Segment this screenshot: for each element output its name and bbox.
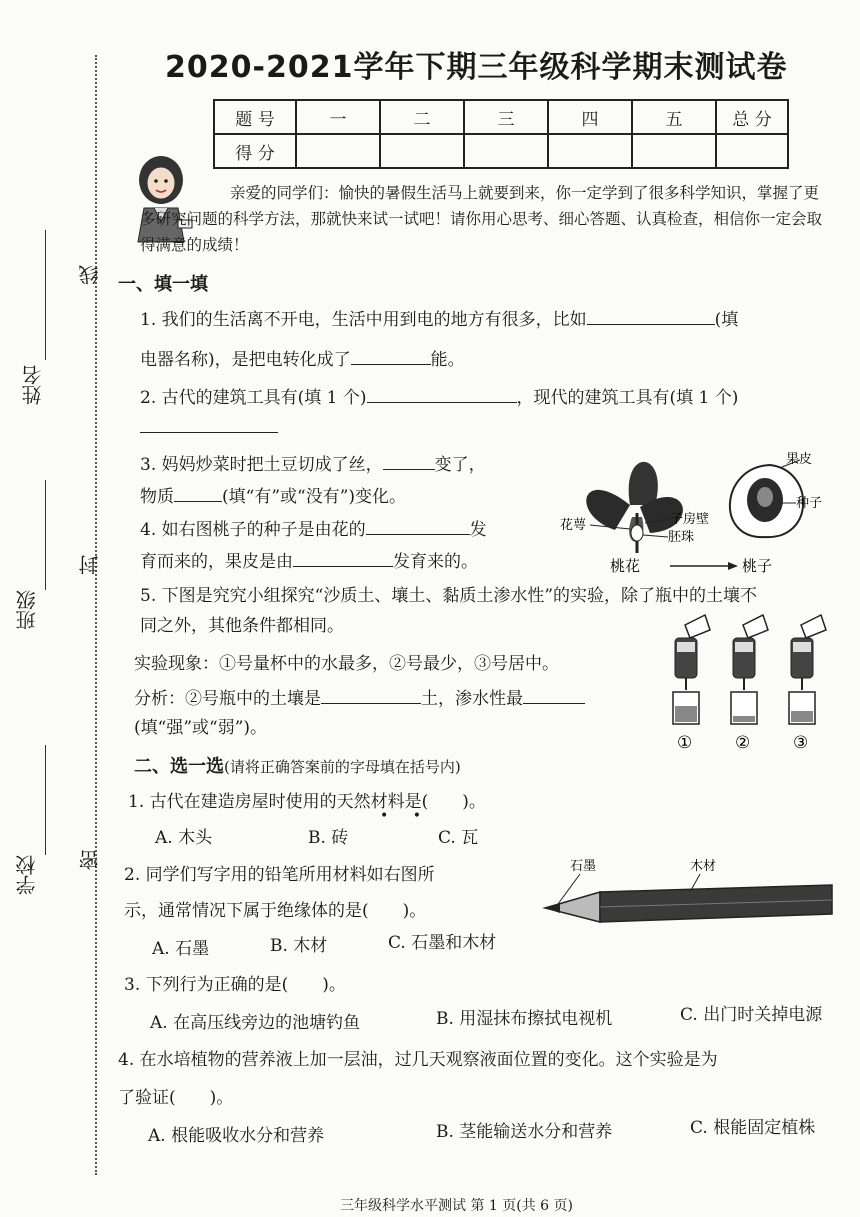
score-cell[interactable] xyxy=(632,134,716,168)
score-cell[interactable] xyxy=(548,134,632,168)
label-taohua: 桃花 xyxy=(610,557,641,575)
section2-heading: 二、选一选 xyxy=(134,756,224,777)
gutter-line-char: 线 xyxy=(78,265,102,285)
class-label: 班级 xyxy=(15,590,39,630)
q-text: 电器名称)，是把电转化成了 xyxy=(140,350,351,370)
label-peizhu: 胚珠 xyxy=(668,530,695,545)
s2-q3-opt-a[interactable]: A. 在高压线旁边的池塘钓鱼 xyxy=(150,1013,361,1033)
bottle-icon xyxy=(731,615,768,724)
answer-blank[interactable] xyxy=(293,548,393,567)
s2-q2-line2: 示，通常情况下属于绝缘体的是( )。 xyxy=(124,901,427,921)
s2-q3-opt-c[interactable]: C. 出门时关掉电源 xyxy=(680,1005,823,1025)
q-text: 能。 xyxy=(430,350,465,370)
label-taozi: 桃子 xyxy=(742,557,773,575)
q-text: 4. 如右图桃子的种子是由花的 xyxy=(140,520,366,540)
label-wood: 木材 xyxy=(690,859,717,874)
name-underline xyxy=(45,230,46,360)
school-underline xyxy=(45,745,46,855)
s2-q3: 3. 下列行为正确的是( )。 xyxy=(124,975,346,995)
score-cell[interactable] xyxy=(296,134,380,168)
score-cell[interactable] xyxy=(380,134,464,168)
label-guopi: 果皮 xyxy=(786,452,813,467)
bottle-label-1: ① xyxy=(677,733,693,753)
q-text: 物质 xyxy=(140,487,174,507)
q-text: 变了， xyxy=(434,455,486,475)
answer-blank[interactable] xyxy=(174,483,222,502)
answer-blank[interactable] xyxy=(366,516,470,535)
q-text: (填 xyxy=(714,310,739,330)
label-zifangbi: 子房壁 xyxy=(670,512,710,527)
score-cell[interactable] xyxy=(716,134,788,168)
s1-q4-line1 xyxy=(140,516,487,542)
q-text: 1. 我们的生活离不开电，生活中用到电的地方有很多，比如 xyxy=(140,310,587,330)
s2-q4-opt-a[interactable]: A. 根能吸收水分和营养 xyxy=(148,1126,325,1146)
score-cell[interactable] xyxy=(464,134,548,168)
s1-q5-line3: 实验现象：①号量杯中的水最多，②号最少，③号居中。 xyxy=(134,654,559,674)
s2-q4-line2: 了验证( )。 xyxy=(118,1088,234,1108)
q-text: 发 xyxy=(469,520,487,540)
s2-q4-opt-b[interactable]: B. 茎能输送水分和营养 xyxy=(436,1122,613,1142)
s1-q5-line4 xyxy=(134,685,585,711)
peach-fruit-icon xyxy=(730,465,803,537)
answer-blank[interactable] xyxy=(587,306,715,325)
s1-q2-line1 xyxy=(140,384,738,410)
bottle-label-3: ③ xyxy=(793,733,809,753)
s1-q3-line2 xyxy=(140,483,406,509)
answer-blank[interactable] xyxy=(523,685,585,704)
label-graphite: 石墨 xyxy=(570,859,597,874)
score-header-cell: 一 xyxy=(296,100,380,134)
intro-paragraph: 亲爱的同学们：愉快的暑假生活马上就要到来，你一定学到了很多科学知识，掌握了更多研究问题的科学方法，那就快来试一试吧！请你用心思考、细心答题、认真检查，相信你一定会取得满意的成绩！ xyxy=(140,184,823,254)
score-header-cell: 三 xyxy=(464,100,548,134)
pencil-icon xyxy=(545,885,832,922)
q-text: 发育来的。 xyxy=(393,552,478,572)
answer-blank[interactable] xyxy=(140,414,278,433)
q-text: 3. 妈妈炒菜时把土豆切成了丝， xyxy=(140,455,383,475)
bottle-icon xyxy=(789,615,826,724)
q-text: (填“有”或“没有”)变化。 xyxy=(222,487,407,507)
s1-q4-line2 xyxy=(140,548,478,574)
section2-note: (请将正确答案前的字母填在括号内) xyxy=(224,758,461,776)
answer-blank[interactable] xyxy=(351,346,431,365)
flower-peach-figure xyxy=(560,445,830,575)
answer-blank[interactable] xyxy=(383,451,435,470)
score-header-cell: 四 xyxy=(548,100,632,134)
section1-heading: 一、填一填 xyxy=(118,274,208,295)
bottle-experiment-figure xyxy=(655,610,835,755)
label-zhongzi: 种子 xyxy=(796,496,823,511)
s2-q1-opt-b[interactable]: B. 砖 xyxy=(308,828,349,848)
gutter-seal-char: 封 xyxy=(78,555,102,575)
q-text: ，现代的建筑工具有(填 1 个) xyxy=(516,388,739,408)
q-text: 土，渗水性最 xyxy=(421,689,523,709)
pencil-figure xyxy=(540,852,835,924)
s2-q1: 1. 古代在建造房屋时使用的天然材料是( )。 xyxy=(128,792,486,812)
exam-title: 2020-2021学年下期三年级科学期末测试卷 xyxy=(165,50,788,85)
s2-q4-line1: 4. 在水培植物的营养液上加一层油，过几天观察液面位置的变化。这个实验是为 xyxy=(118,1050,718,1070)
s2-q4-opt-c[interactable]: C. 根能固定植株 xyxy=(690,1118,816,1138)
arrow-right-icon xyxy=(728,562,738,570)
s1-q5-line2: 同之外，其他条件都相同。 xyxy=(140,616,344,636)
s2-q1-opt-c[interactable]: C. 瓦 xyxy=(438,828,479,848)
s1-q2-line2 xyxy=(140,414,278,440)
q-text: 2. 古代的建筑工具有(填 1 个) xyxy=(140,388,367,408)
s2-q1-opt-a[interactable]: A. 木头 xyxy=(155,828,213,848)
score-header-cell: 总 分 xyxy=(716,100,788,134)
s1-q1-line1 xyxy=(140,306,738,332)
q-text: 分析：②号瓶中的土壤是 xyxy=(134,689,321,709)
name-label: 姓名 xyxy=(21,365,45,405)
section2-heading-row xyxy=(134,752,461,778)
s2-q2-opt-b[interactable]: B. 木材 xyxy=(270,936,328,956)
s1-q5-line5: (填“强”或“弱”)。 xyxy=(134,718,268,738)
score-header-cell: 五 xyxy=(632,100,716,134)
s1-q5-line1: 5. 下图是究究小组探究“沙质土、壤土、黏质土渗水性”的实验，除了瓶中的土壤不 xyxy=(140,586,758,606)
s1-q3-line1 xyxy=(140,451,486,477)
label-huae: 花萼 xyxy=(560,518,587,533)
bottle-label-2: ② xyxy=(735,733,751,753)
binding-dotted-line xyxy=(95,55,97,1175)
s2-q2-line1: 2. 同学们写字用的铅笔所用材料如右图所 xyxy=(124,865,435,885)
gutter-secret-char: 密 xyxy=(78,850,102,870)
score-header-cell: 二 xyxy=(380,100,464,134)
emphasis-dots: • • xyxy=(380,808,431,824)
score-header-cell: 题 号 xyxy=(214,100,296,134)
q-text: 育而来的，果皮是由 xyxy=(140,552,293,572)
class-underline xyxy=(45,480,46,590)
score-row-label: 得 分 xyxy=(214,134,296,168)
s2-q3-opt-b[interactable]: B. 用湿抹布擦拭电视机 xyxy=(436,1009,613,1029)
s2-q2-opt-c[interactable]: C. 石墨和木材 xyxy=(388,933,497,953)
page-footer: 三年级科学水平测试 第 1 页(共 6 页) xyxy=(340,1198,573,1214)
bottle-icon xyxy=(673,615,710,724)
answer-blank[interactable] xyxy=(367,384,517,403)
score-table xyxy=(213,99,789,169)
s2-q2-opt-a[interactable]: A. 石墨 xyxy=(152,939,210,959)
school-label: 学校 xyxy=(15,855,39,895)
s1-q1-line2 xyxy=(140,346,465,372)
answer-blank[interactable] xyxy=(321,685,421,704)
